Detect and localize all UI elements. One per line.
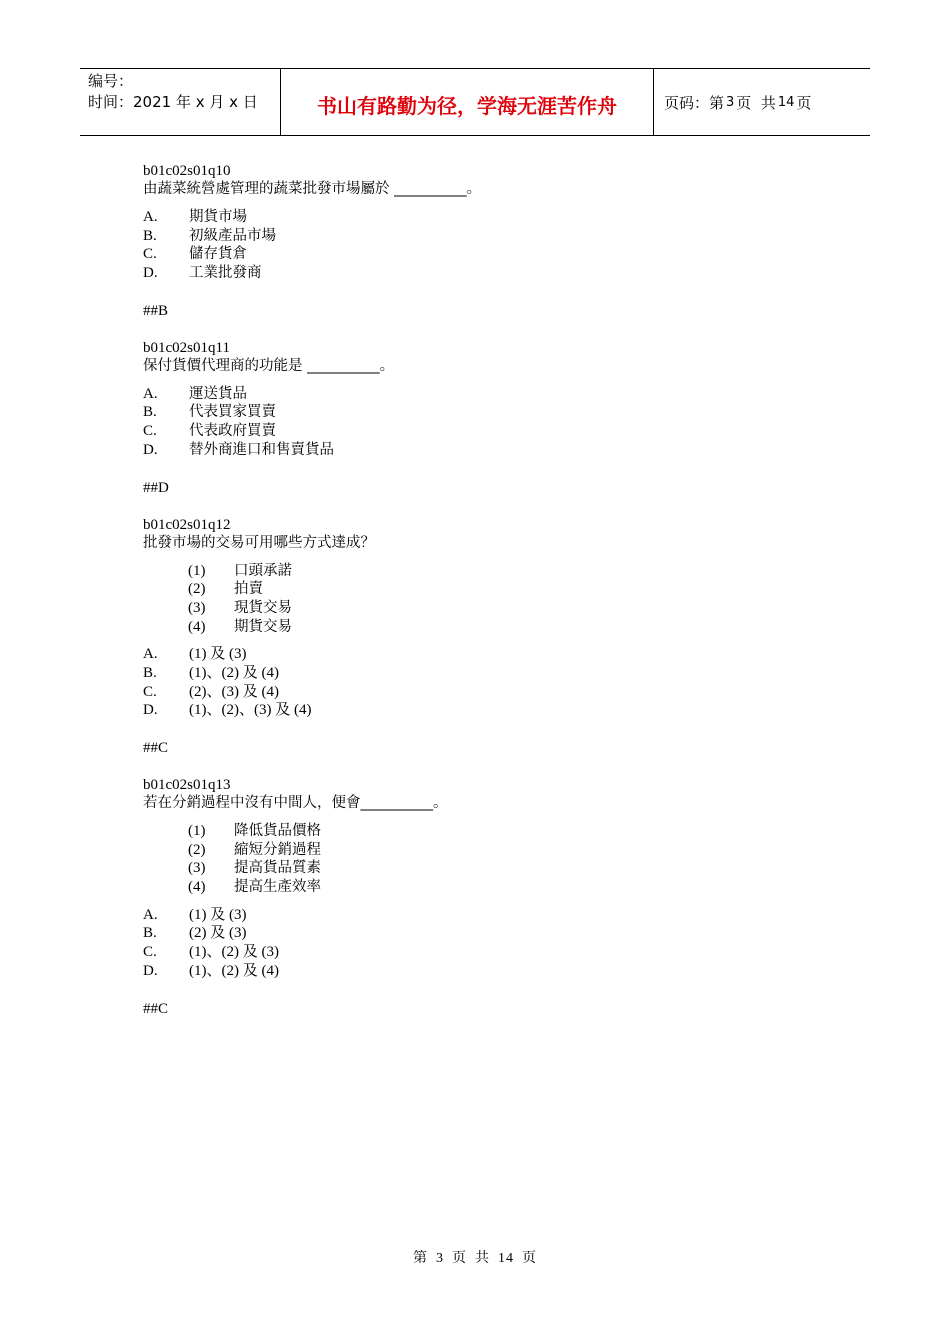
option-label: B. <box>143 227 157 244</box>
option-label: D. <box>143 265 158 282</box>
option-label: C. <box>143 683 157 700</box>
statement-text: 口頭承諾 <box>234 562 292 579</box>
option-text: 工業批發商 <box>189 265 262 282</box>
page-current: 3 <box>726 94 735 110</box>
option-text: 運送貨品 <box>189 385 247 402</box>
option-item <box>143 422 843 441</box>
statement-label: (2) <box>188 581 206 598</box>
option-list <box>143 385 843 460</box>
answer-key: ##B <box>143 302 169 319</box>
question-id: b01c02s01q12 <box>143 516 231 533</box>
option-item <box>143 385 843 404</box>
footer-mid1: 页 <box>452 1251 467 1266</box>
option-text: 替外商進口和售賣貨品 <box>189 441 334 458</box>
option-text: (2)、(3) 及 (4) <box>189 683 279 700</box>
question-stem: 由蔬菜統營處管理的蔬菜批發市場屬於 __________。 <box>143 181 482 197</box>
statement-label: (4) <box>188 879 206 896</box>
option-item <box>143 645 843 664</box>
option-text: (1)、(2) 及 (4) <box>189 962 279 979</box>
statement-text: 降低貨品價格 <box>234 823 321 839</box>
option-text: 儲存貨倉 <box>189 246 247 263</box>
option-text: (1) 及 (3) <box>189 646 247 663</box>
footer-current: 3 <box>436 1251 444 1266</box>
option-label: A. <box>143 646 158 663</box>
option-item <box>143 943 843 962</box>
option-text: (2) 及 (3) <box>189 925 247 942</box>
document-header <box>80 68 870 136</box>
option-item <box>143 264 843 283</box>
option-label: C. <box>143 944 157 961</box>
option-label: B. <box>143 925 157 942</box>
statement-list <box>143 822 843 897</box>
statement-item <box>188 562 843 581</box>
footer-mid2: 共 <box>475 1251 490 1266</box>
option-label: B. <box>143 404 157 421</box>
answer-key: ##C <box>143 740 169 756</box>
statement-item <box>188 878 843 897</box>
question-stem: 批發市場的交易可用哪些方式達成？ <box>143 534 375 551</box>
statement-label: (1) <box>188 562 206 579</box>
statement-text: 現貨交易 <box>234 599 292 616</box>
answer-key: ##D <box>143 479 169 496</box>
statement-text: 縮短分銷過程 <box>234 841 321 858</box>
document-time: 时间：2021 年 x 月 x 日 <box>88 93 258 111</box>
page-total: 14 <box>777 94 795 110</box>
statement-list <box>143 562 843 637</box>
question-id: b01c02s01q13 <box>143 777 231 793</box>
option-text: 代表政府買賣 <box>189 423 276 440</box>
option-label: C. <box>143 246 157 263</box>
question-id: b01c02s01q10 <box>143 163 231 179</box>
statement-item <box>188 859 843 878</box>
statement-text: 提高生產效率 <box>234 879 321 896</box>
page-prefix: 页码：第 <box>664 93 725 112</box>
option-item <box>143 664 843 683</box>
footer-total: 14 <box>498 1251 514 1266</box>
statement-item <box>188 580 843 599</box>
statement-label: (1) <box>188 823 206 839</box>
option-item <box>143 403 843 422</box>
option-item <box>143 962 843 981</box>
option-item <box>143 208 843 227</box>
question-stem: 保付貨價代理商的功能是 __________。 <box>143 357 395 374</box>
option-list <box>143 208 843 283</box>
option-text: 代表買家買賣 <box>189 404 276 421</box>
header-motto: 书山有路勤为径，学海无涯苦作舟 <box>281 69 654 135</box>
option-text: 初級產品市場 <box>189 227 276 244</box>
option-label: D. <box>143 441 158 458</box>
statement-text: 提高貨品質素 <box>234 860 321 877</box>
question-block <box>143 162 843 320</box>
option-item <box>143 245 843 264</box>
header-page-info <box>654 69 870 135</box>
option-item <box>143 701 843 720</box>
header-meta <box>80 69 281 135</box>
option-label: D. <box>143 962 158 979</box>
option-text: 期貨市場 <box>189 209 247 225</box>
option-text: (1)、(2) 及 (4) <box>189 664 279 681</box>
option-item <box>143 683 843 702</box>
statement-text: 期貨交易 <box>234 618 292 635</box>
option-label: A. <box>143 385 158 402</box>
statement-text: 拍賣 <box>234 581 263 598</box>
question-block <box>143 339 843 497</box>
option-text: (1)、(2) 及 (3) <box>189 944 279 961</box>
option-item <box>143 924 843 943</box>
statement-label: (3) <box>188 599 206 616</box>
option-label: B. <box>143 664 157 681</box>
option-text: (1) 及 (3) <box>189 906 247 923</box>
option-item <box>143 227 843 246</box>
statement-item <box>188 841 843 860</box>
question-id: b01c02s01q11 <box>143 339 230 356</box>
option-label: A. <box>143 906 158 923</box>
page-suffix: 页 <box>796 93 812 112</box>
footer-suffix: 页 <box>522 1251 537 1266</box>
question-list <box>143 162 843 1037</box>
option-list <box>143 906 843 981</box>
option-label: A. <box>143 209 158 225</box>
statement-label: (3) <box>188 860 206 877</box>
statement-item <box>188 599 843 618</box>
question-stem: 若在分銷過程中沒有中間人，便會__________。 <box>143 795 448 811</box>
question-block <box>143 776 843 1018</box>
option-text: (1)、(2)、(3) 及 (4) <box>189 702 312 719</box>
page-mid: 页 共 <box>736 93 776 112</box>
statement-item <box>188 822 843 841</box>
footer-prefix: 第 <box>413 1251 428 1266</box>
statement-item <box>188 618 843 637</box>
statement-label: (4) <box>188 618 206 635</box>
statement-label: (2) <box>188 841 206 858</box>
document-number-label: 编号： <box>88 72 134 90</box>
question-block <box>143 516 843 758</box>
option-item <box>143 441 843 460</box>
answer-key: ##C <box>143 1000 169 1017</box>
option-label: D. <box>143 702 158 719</box>
option-item <box>143 906 843 925</box>
page-footer <box>0 1247 950 1267</box>
option-label: C. <box>143 423 157 440</box>
option-list <box>143 645 843 720</box>
